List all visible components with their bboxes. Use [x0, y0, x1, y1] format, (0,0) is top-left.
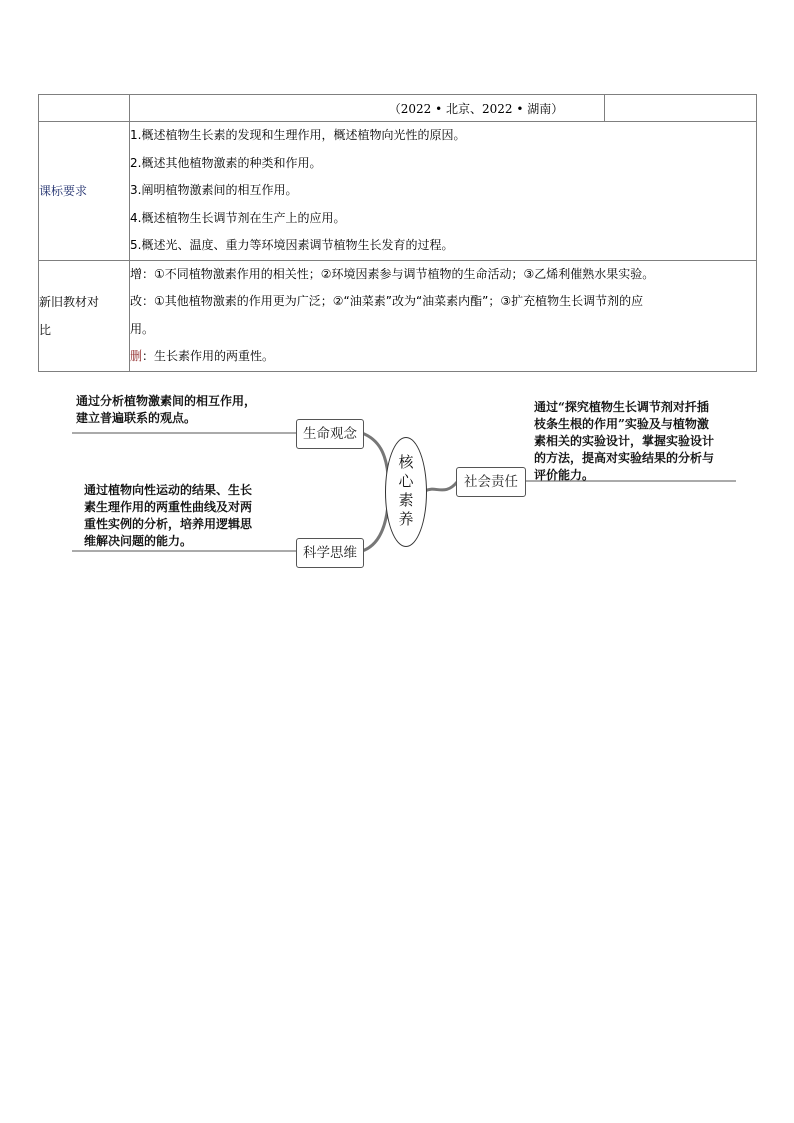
description-line: 素生理作用的两重性曲线及对两: [84, 500, 253, 514]
description-line: 枝条生根的作用”实验及与植物激: [534, 417, 709, 431]
description-line: 素相关的实验设计，掌握实验设计: [534, 434, 715, 448]
node-social-responsibility: 社会责任: [456, 467, 526, 497]
node-life-concept: 生命观念: [296, 419, 364, 449]
life-concept-description: [76, 393, 256, 427]
scientific-thinking-description: [84, 482, 252, 550]
requirements-label: 课标要求: [39, 122, 130, 261]
requirement-item: 3.阐明植物激素间的相互作用。: [130, 183, 298, 197]
node-scientific-thinking: 科学思维: [296, 538, 364, 568]
description-line: 通过“探究植物生长调节剂对扦插: [534, 400, 709, 414]
description-line: 维解决问题的能力。: [84, 534, 193, 548]
requirement-item: 5.概述光、温度、重力等环境因素调节植物生长发育的过程。: [130, 238, 454, 252]
requirement-item: 2.概述其他植物激素的种类和作用。: [130, 155, 322, 170]
delete-label: 删: [130, 349, 143, 363]
description-line: 评价能力。: [534, 468, 595, 482]
connector-curve: [362, 505, 388, 551]
description-line: 的方法，提高对实验结果的分析与: [534, 451, 715, 465]
core-literacy-ellipse: [385, 437, 427, 547]
comparison-change-line2: 用。: [130, 321, 155, 336]
description-line: 通过分析植物激素间的相互作用，: [76, 394, 257, 408]
comparison-label-line2: 比: [39, 322, 52, 337]
exam-years-caption: （2022 • 北京、2022 • 湖南）: [348, 95, 605, 122]
core-literacy-label: 核心素养: [396, 454, 415, 530]
comparison-change-line1: 改：①其他植物激素的作用更为广泛；②“油菜素”改为“油菜素内酯”；③扩充植物生长调节剂的应: [130, 294, 644, 308]
comparison-add: 增：①不同植物激素作用的相关性；②环境因素参与调节植物的生命活动；③乙烯利催熟水果实验。: [130, 266, 655, 281]
delete-text: ：生长素作用的两重性。: [142, 349, 275, 363]
connector-curve: [425, 482, 457, 491]
requirement-item: 1.概述植物生长素的发现和生理作用，概述植物向光性的原因。: [130, 128, 466, 142]
comparison-label-line1: 新旧教材对: [39, 294, 100, 309]
description-line: 重性实例的分析，培养用逻辑思: [84, 517, 253, 531]
requirement-item: 4.概述植物生长调节剂在生产上的应用。: [130, 210, 346, 225]
connector-curve: [362, 433, 388, 475]
description-line: 建立普遍联系的观点。: [76, 411, 197, 425]
social-responsibility-description: [534, 399, 714, 484]
description-line: 通过植物向性运动的结果、生长: [84, 483, 253, 497]
